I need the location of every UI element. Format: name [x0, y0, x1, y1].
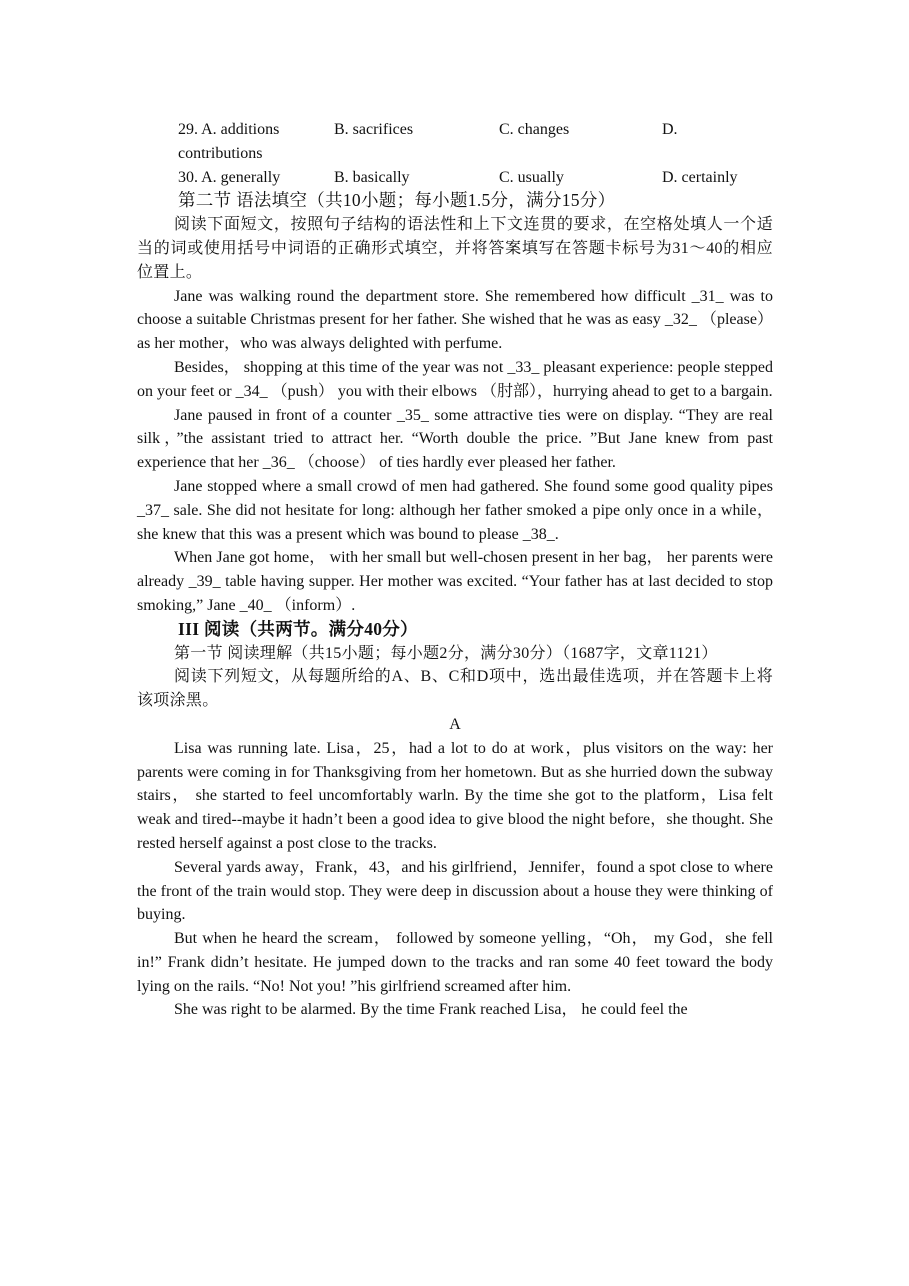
- q29-option-c: C. changes: [499, 121, 570, 138]
- part3-heading: III 阅读（共两节。满分40分）: [178, 618, 418, 639]
- q30-option-c: C. usually: [499, 168, 564, 186]
- reading-paragraph: But when he heard the scream， followed by someone yelling，“Oh， my God，she fell in!” Frank didn’t hesitate. He jumped down to the tracks and ran some 40 feet toward the body lying on the rails. “No! Not you! ”his girlfriend screamed after him.: [137, 930, 773, 995]
- reading-paragraph: Several yards away，Frank，43，and his girlfriend，Jennifer，found a spot close to where the front of the train would stop. They were deep in discussion about a house they were thinking of buying.: [137, 858, 773, 924]
- section2-instruction: 阅读下面短文，按照句子结构的语法性和上下文连贯的要求，在空格处填人一个适当的词或使用括号中词语的正确形式填空，并将答案填写在答题卡标号为31～40的相应位置上。: [137, 216, 773, 281]
- q29-option-d: D.: [662, 121, 678, 138]
- q30-option-b: B. basically: [334, 168, 410, 186]
- passage-paragraph: When Jane got home， with her small but well-chosen present in her bag， her parents were already _39_ table having supper. Her mother was excited. “Your father has at last decided to stop smoking,” Jane _40_ （inform）.: [137, 549, 773, 614]
- q29-option-d-wrap: contributions: [178, 144, 263, 162]
- passage-paragraph: Jane stopped where a small crowd of men had gathered. She found some good quality pipes _37_ sale. She did not hesitate for long: although her father smoked a pipe only once in a while， she knew that this was a present which was bound to please _38_.: [137, 477, 773, 543]
- document-page: [137, 118, 773, 1022]
- q29-option-a: 29. A. additions: [178, 121, 280, 138]
- reading-paragraph: She was right to be alarmed. By the time Frank reached Lisa， he could feel the: [174, 1001, 688, 1019]
- q29-option-b: B. sacrifices: [334, 121, 414, 138]
- part3-section1-heading: 第一节 阅读理解（共15小题；每小题2分，满分30分）（1687字，文章1121）: [174, 644, 718, 662]
- section2-heading: 第二节 语法填空（共10小题；每小题1.5分，满分15分）: [178, 190, 616, 211]
- q30-option-a: 30. A. generally: [178, 168, 281, 186]
- reading-paragraph: Lisa was running late. Lisa，25，had a lot to do at work，plus visitors on the way: her parents were coming in for Thanksgiving from her hometown. But as she hurried down the subway stairs， she started to feel uncomfortably warln. By the time she got to the platform，Lisa felt weak and tired--maybe it hadn’t been a good idea to give blood the night before，she thought. She rested herself against a post close to the tracks.: [137, 739, 773, 852]
- part3-instruction: 阅读下列短文，从每题所给的A、B、C和D项中，选出最佳选项，并在答题卡上将该项涂黑。: [137, 668, 773, 710]
- question-30: [137, 166, 773, 190]
- passage-paragraph: Besides， shopping at this time of the year was not _33_ pleasant experience: people stepped on your feet or _34_ （push） you with their elbows （肘部），hurrying ahead to get to a bargain.: [137, 358, 773, 400]
- q30-option-d: D. certainly: [662, 168, 738, 186]
- passage-letter: A: [449, 715, 461, 733]
- passage-paragraph: Jane was walking round the department store. She remembered how difficult _31_ was to choose a suitable Christmas present for her father. She wished that he was as easy _32_ （please） as her mother，who was always delighted with perfume.: [137, 287, 774, 353]
- passage-paragraph: Jane paused in front of a counter _35_ some attractive ties were on display. “They are real silk，”the assistant tried to attract her. “Worth double the price. ”But Jane knew from past experience that her _36_ （choose） of ties hardly ever pleased her father.: [137, 406, 773, 472]
- question-29: [137, 118, 773, 142]
